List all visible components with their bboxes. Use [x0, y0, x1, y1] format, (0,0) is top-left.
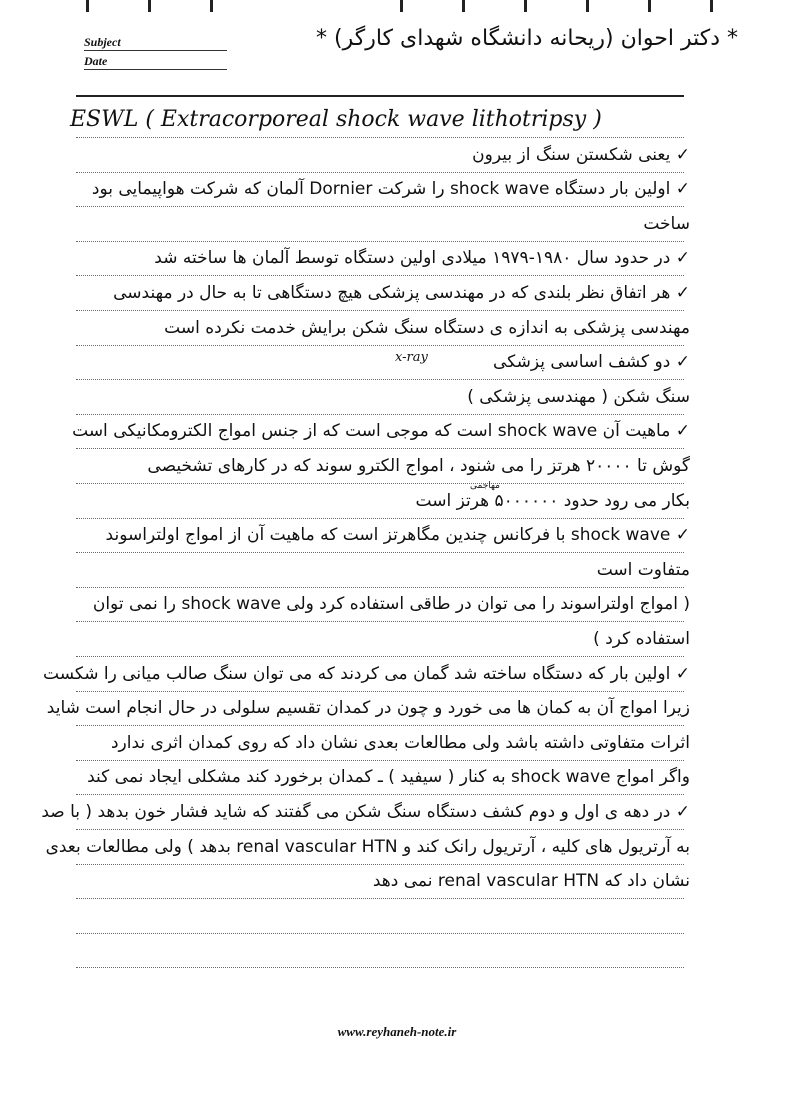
note-line: استفاده کرد )	[593, 629, 690, 649]
binding-ring	[710, 0, 713, 12]
subject-line	[84, 50, 227, 51]
binding-ring	[400, 0, 403, 12]
note-line: ✓ اولین بار که دستگاه ساخته شد گمان می کردند که می توان سنگ صالب میانی را شکست	[43, 663, 690, 684]
binding-ring	[586, 0, 589, 12]
note-line: سنگ شکن ( مهندسی پزشکی )	[467, 386, 690, 407]
note-line: ✓ در حدود سال ۱۹۸۰-۱۹۷۹ میلادی اولین دستگاه توسط آلمان ها ساخته شد	[154, 248, 690, 269]
header-rule	[76, 95, 684, 97]
note-line: ✓ یعنی شکستن سنگ از بیرون	[472, 144, 690, 165]
binding-ring	[524, 0, 527, 12]
date-line	[84, 69, 227, 70]
binding-ring	[462, 0, 465, 12]
date-label: Date	[84, 54, 108, 68]
footer-url: www.reyhaneh-note.ir	[337, 1024, 457, 1039]
note-line: ✓ اولین بار دستگاه shock wave را شرکت Dornier آلمان که شرکت هواپیمایی بود	[91, 179, 690, 200]
note-line: به آرتریول های کلیه ، آرتریول رانک کند و renal vascular HTN بدهد ) ولی مطالعات بعدی	[45, 836, 690, 857]
note-line: متفاوت است	[596, 559, 690, 580]
binding-ring	[210, 0, 213, 12]
binding-ring	[86, 0, 89, 12]
note-line: ✓ ماهیت آن shock wave است که موجی است که از جنس امواج الکترومکانیکی است	[72, 421, 690, 442]
binding-ring	[648, 0, 651, 12]
note-line: ✓ در دهه ی اول و دوم کشف دستگاه سنگ شکن می گفتند که شاید فشار خون بدهد ( با صد	[41, 802, 690, 822]
note-line: ✓ shock wave با فرکانس چندین مگاهرتز است که ماهیت آن از امواج اولتراسوند	[105, 525, 690, 546]
note-line: مهندسی پزشکی به اندازه ی دستگاه سنگ شکن برایش خدمت نکرده است	[164, 317, 690, 338]
note-line: زیرا امواج آن به کمان ها می خورد و چون در کمدان تقسیم سلولی در حال انجام است شاید	[46, 698, 690, 719]
binding-ring	[148, 0, 151, 12]
note-line: ( امواج اولتراسوند را می توان در طاقی استفاده کرد ولی shock wave را نمی توان	[92, 594, 690, 615]
note-line	[70, 899, 690, 933]
note-line: نشان داد که renal vascular HTN نمی دهد	[372, 871, 690, 892]
subscript-annotation: مهاجمی	[470, 481, 500, 491]
note-line: اثرات متفاوتی داشته باشد ولی مطالعات بعدی نشان داد که روی کمدان اثری ندارد	[110, 732, 690, 753]
note-line: ESWL ( Extracorporeal shock wave lithotripsy )	[70, 107, 602, 132]
note-line: بکار می رود حدود ۵۰۰۰۰۰۰ هرتز است	[415, 490, 690, 511]
note-line: ✓ دو کشف اساسی پزشکی	[493, 352, 690, 373]
ruled-line	[76, 967, 684, 968]
note-line: واگر امواج shock wave به کنار ( سیفید ) ـ کمدان برخورد کند مشکلی ایجاد نمی کند	[87, 767, 690, 788]
page-title: * دکتر احوان (ریحانه دانشگاه شهدای کارگر) *	[316, 26, 738, 51]
note-line: ساخت	[643, 213, 690, 234]
xray-annotation: x-ray	[395, 350, 428, 365]
note-line: ✓ هر اتفاق نظر بلندی که در مهندسی پزشکی هیچ دستگاهی تا به حال در مهندسی	[113, 283, 690, 303]
note-line: گوش تا ۲۰۰۰۰ هرتز را می شنود ، امواج الکترو سوند که در کارهای تشخیصی	[147, 456, 690, 476]
note-line	[70, 933, 690, 967]
subject-label: Subject	[84, 35, 121, 49]
